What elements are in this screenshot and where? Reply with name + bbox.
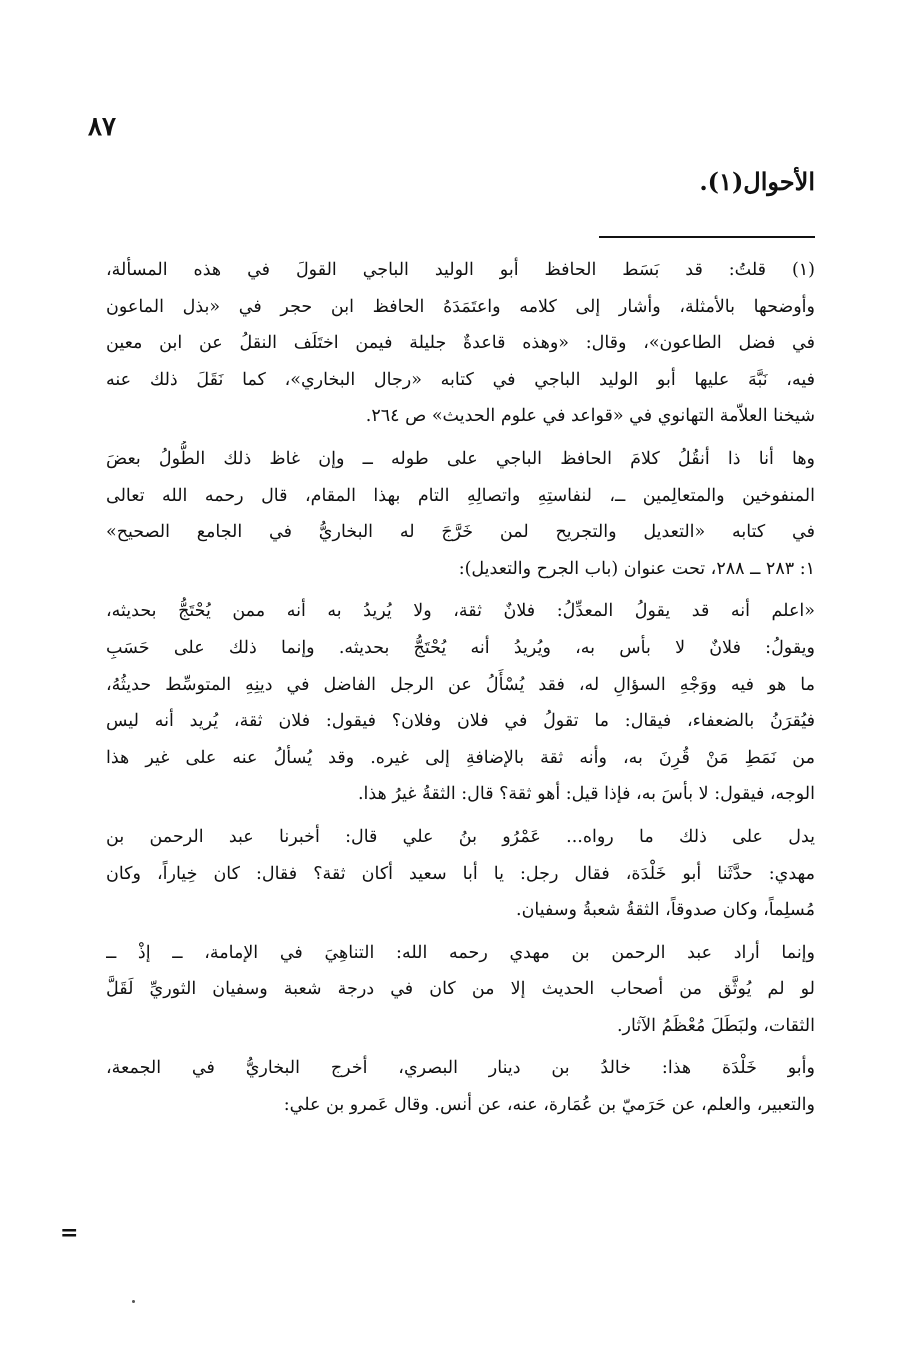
footnote-line: ما هو فيه ووَجْهِ السؤالِ له، فقد يُسْأَلُ عن الرجل الفاضل في دينِهِ المتوسِّط حديثُهُ،	[106, 674, 815, 695]
page-number: ٨٧	[88, 112, 116, 142]
footnote-paragraph	[106, 593, 815, 813]
footnote-line: من نَمَطِ مَنْ قُرِنَ به، وأنه ثقة بالإضافةِ إلى غيره. وقد يُسألُ عنه على غير هذا	[106, 747, 815, 768]
footnote-line: «اعلم أنه قد يقولُ المعدِّلُ: فلانٌ ثقة، ولا يُريدُ به أنه ممن يُحْتَجُّ بحديثه،	[106, 601, 815, 622]
footnote-line: ١: ٢٨٣ ــ ٢٨٨، تحت عنوان (باب الجرح والتعديل):	[458, 558, 815, 579]
footnote-line: وأبو خَلْدَة هذا: خالدُ بن دينار البصري، أخرج البخاريُّ في الجمعة،	[106, 1058, 815, 1079]
footnote-line: وإنما أراد عبد الرحمن بن مهدي رحمه الله: التناهِيَ في الإمامة، ــ إذْ ــ	[106, 942, 815, 963]
footnote-line: المنفوخين والمتعالِمين ــ، لنفاستِهِ واتصالِهِ التام بهذا المقام، قال رحمه الله تعالى	[106, 485, 815, 506]
footnote-line: الثقات، ولبَطَلَ مُعْظَمُ الآثار.	[616, 1015, 815, 1036]
footnote-line: وأوضحها بالأمثلة، وأشار إلى كلامه واعتَمَدَهُ الحافظ ابن حجر في «بذل الماعون	[106, 296, 815, 317]
footnote-line: وها أنا ذا أنقُلُ كلامَ الحافظ الباجي على طوله ــ وإن غاظ ذلك الطُّولُ بعضَ	[106, 448, 815, 469]
footnote-line: لو لم يُوثَّق من أصحاب الحديث إلا من كان في درجة شعبة وسفيان الثوريِّ لَقَلَّ	[106, 979, 815, 1000]
footnote-line: الوجه، فيقول: لا بأسَ به، فإذا قيل: أهو ثقة؟ قال: الثقةُ غيرُ هذا.	[357, 784, 815, 805]
footnote-line: (١) قلتُ: قد بَسَط الحافظ أبو الوليد الباجي القولَ في هذه المسألة،	[106, 260, 815, 280]
footnote-line: فيه، نَبَّهَ عليها أبو الوليد الباجي في كتابه «رجال البخاري»، كما نَقَلَ ذلك عنه	[106, 369, 815, 390]
footnote-paragraph	[106, 819, 815, 929]
main-text: الأحوال(١).	[699, 167, 815, 196]
footnote-paragraph	[106, 935, 815, 1045]
footnote-line: والتعبير، والعلم، عن حَرَميّ بن عُمَارة، عنه، عن أنس. وقال عَمرو بن علي:	[283, 1095, 815, 1116]
footnote-line: ويقولُ: فلانٌ لا بأس به، ويُريدُ أنه يُحْتَجُّ بحديثه. وإنما ذلك على حَسَبِ	[106, 637, 815, 658]
footnote-line: فيُقرَنُ بالضعفاء، فيقال: ما تقولُ في فلان وفلان؟ فيقول: فلان ثقة، يُريد أنه ليس	[106, 711, 815, 732]
footnote-paragraph	[106, 1050, 815, 1123]
footnote-line: يدل على ذلك ما رواه... عَمْرُو بنُ علي قال: أخبرنا عبد الرحمن بن	[106, 826, 815, 847]
footnote-line: في كتابه «التعديل والتجريح لمن خَرَّجَ له البخاريُّ في الجامع الصحيح»	[106, 522, 815, 543]
footnote-paragraph	[106, 441, 815, 587]
footnote-line: في فضل الطاعون»، وقال: «وهذه قاعدةٌ جليلة فيمن اختَلَف النقلُ عن ابن معين	[106, 333, 815, 354]
footnote-line: مهدي: حدَّثَنا أبو خَلْدَة، فقال رجل: يا أبا سعيد أكان ثقة؟ فقال: كان خِياراً، وكان	[106, 863, 815, 884]
footnote-paragraph	[106, 252, 815, 435]
continuation-mark: =	[60, 1220, 79, 1246]
scan-speck	[132, 1300, 135, 1303]
footnote-line: شيخنا العلاّمة التهانوي في «قواعد في علوم الحديث» ص ٢٦٤.	[365, 406, 815, 427]
footnotes	[106, 252, 815, 1124]
footnote-line: مُسلِماً، وكان صدوقاً، الثقةُ شعبةُ وسفيان.	[516, 900, 815, 921]
footnote-separator	[599, 236, 815, 238]
